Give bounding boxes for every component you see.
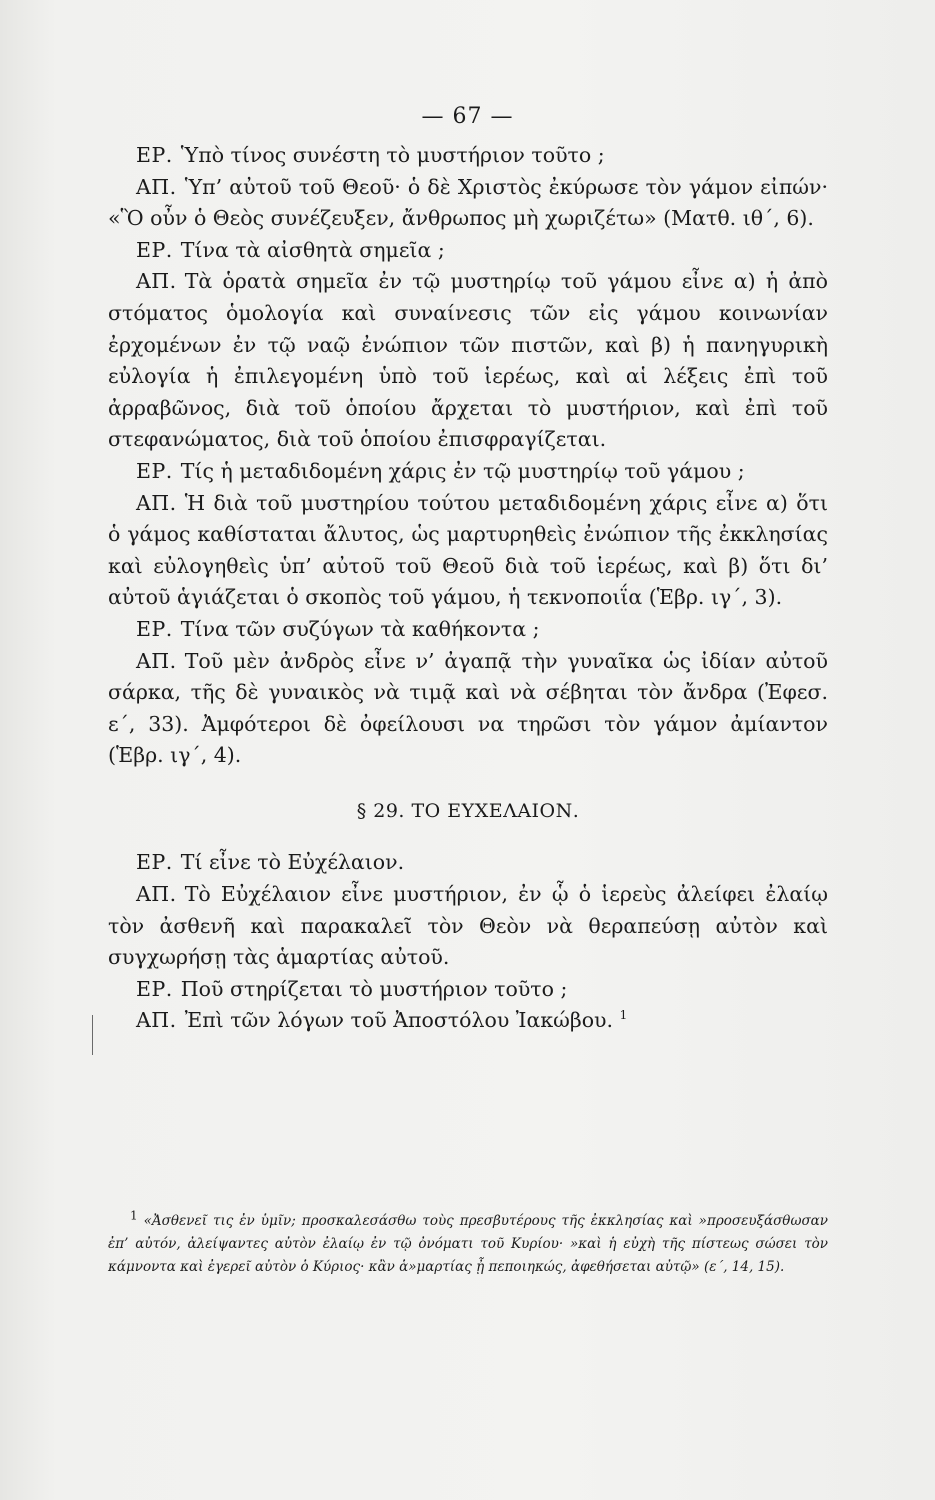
- paragraph-question: [108, 456, 828, 488]
- footnote-text: «Ἀσθενεῖ τις ἐν ὑμῖν; προσκαλεσάσθω τοὺς πρεσβυτέρους τῆς ἐκκλησίας καὶ »προσευξάσθωσαν ἐπ’ αὐτόν, ἀλείψαντες αὐτὸν ἐλαίῳ ἐν τῷ ὀνόματι τοῦ Κυρίου· »καὶ ἡ εὐχὴ τῆς πίστεως σώσει τὸν κάμνοντα καὶ ἐγερεῖ αὐτὸν ὁ Κύριος· κἂν ἁ»μαρτίας ᾖ πεποιηκώς, ἀφεθήσεται αὐτῷ» (ε΄, 14, 15).: [108, 1213, 828, 1275]
- paragraph-question: [108, 235, 828, 267]
- paragraph-text: Τίνα τὰ αἰσθητὰ σημεῖα ;: [180, 237, 445, 262]
- paragraph-answer: [108, 488, 828, 614]
- paragraph-question: [108, 614, 828, 646]
- speaker-label: ΕΡ.: [136, 850, 173, 875]
- paragraph-text: Ποῦ στηρίζεται τὸ μυστήριον τοῦτο ;: [180, 976, 568, 1001]
- paragraph-text: Τί εἶνε τὸ Εὐχέλαιον.: [180, 850, 405, 875]
- paragraph-text: Τίνα τῶν συζύγων τὰ καθήκοντα ;: [180, 616, 540, 641]
- paragraph-text: Ἐπὶ τῶν λόγων τοῦ Ἀποστόλου Ἰακώβου.: [184, 1008, 614, 1033]
- paragraph-answer: [108, 172, 828, 235]
- page-number: — 67 —: [421, 104, 514, 129]
- speaker-label: ΑΠ.: [136, 174, 177, 199]
- section-heading: § 29. ΤΟ ΕΥΧΕΛΑΙΟΝ.: [356, 799, 580, 822]
- paragraph-answer: [108, 266, 828, 456]
- speaker-label: ΑΠ.: [136, 882, 177, 907]
- footnotes: [108, 1210, 828, 1279]
- margin-mark: [92, 1015, 93, 1055]
- speaker-label: ΕΡ.: [136, 237, 173, 262]
- paragraph-question: [108, 140, 828, 172]
- paragraph-answer: [108, 879, 828, 974]
- paragraph-answer: [108, 1005, 828, 1037]
- speaker-label: ΕΡ.: [136, 976, 173, 1001]
- paragraph-text: Τὸ Εὐχέλαιον εἶνε μυστήριον, ἐν ᾧ ὁ ἱερεὺς ἀλείφει ἐλαίῳ τὸν ἀσθενῆ καὶ παρακαλεῖ τὸν Θεὸν νὰ θεραπεύσῃ αὐτὸν καὶ συγχωρήσῃ τὰς ἁμαρτίας αὐτοῦ.: [108, 882, 828, 970]
- speaker-label: ΕΡ.: [136, 458, 173, 483]
- paragraph-text: Τοῦ μὲν ἀνδρὸς εἶνε ν’ ἀγαπᾷ τὴν γυναῖκα ὡς ἰδίαν αὐτοῦ σάρκα, τῆς δὲ γυναικὸς νὰ τιμᾷ καὶ νὰ σέβηται τὸν ἄνδρα (Ἐφεσ. ε΄, 33). Ἀμφότεροι δὲ ὀφείλουσι να τηρῶσι τὸν γάμον ἀμίαντον (Ἑβρ. ιγ΄, 4).: [108, 648, 828, 768]
- speaker-label: ΑΠ.: [136, 490, 177, 515]
- speaker-label: ΕΡ.: [136, 616, 173, 641]
- footnote-reference[interactable]: 1: [619, 1008, 628, 1023]
- speaker-label: ΑΠ.: [136, 269, 177, 294]
- paragraph-text: Ὑπὸ τίνος συνέστη τὸ μυστήριον τοῦτο ;: [180, 143, 605, 167]
- paragraph-question: [108, 974, 828, 1006]
- paragraph-text: Τίς ἡ μεταδιδομένη χάρις ἐν τῷ μυστηρίῳ τοῦ γάμου ;: [180, 458, 745, 483]
- footnote: [108, 1210, 828, 1279]
- paragraph-text: Ὑπ’ αὐτοῦ τοῦ Θεοῦ· ὁ δὲ Χριστὸς ἐκύρωσε τὸν γάμον εἰπών· «Ὃ οὖν ὁ Θεὸς συνέζευξεν, ἄνθρωπος μὴ χωριζέτω» (Ματθ. ιθ΄, 6).: [108, 174, 828, 231]
- speaker-label: ΕΡ.: [136, 143, 173, 167]
- footnote-marker: 1: [130, 1208, 138, 1223]
- paragraph-text: Ἡ διὰ τοῦ μυστηρίου τούτου μεταδιδομένη χάρις εἶνε α) ὅτι ὁ γάμος καθίσταται ἄλυτος, ὡς μαρτυρηθεὶς ἐνώπιον τῆς ἐκκλησίας καὶ εὐλογηθεὶς ὑπ’ αὐτοῦ τοῦ Θεοῦ διὰ τοῦ ἱερέως, καὶ β) ὅτι δι’ αὐτοῦ ἁγιάζεται ὁ σκοπὸς τοῦ γάμου, ἡ τεκνοποιΐα (Ἑβρ. ιγ΄, 3).: [108, 490, 828, 610]
- paragraph-answer: [108, 646, 828, 772]
- speaker-label: ΑΠ.: [136, 648, 177, 673]
- speaker-label: ΑΠ.: [136, 1008, 177, 1033]
- body-text: [108, 140, 828, 1037]
- paragraph-question: [108, 847, 828, 879]
- paragraph-text: Τὰ ὁρατὰ σημεῖα ἐν τῷ μυστηρίῳ τοῦ γάμου εἶνε α) ἡ ἀπὸ στόματος ὁμολογία καὶ συναίνεσις τῶν εἰς γάμου κοινωνίαν ἐρχομένων ἐν τῷ ναῷ ἐνώπιον τῶν πιστῶν, καὶ β) ἡ πανηγυρικὴ εὐλογία ἡ ἐπιλεγομένη ὑπὸ τοῦ ἱερέως, καὶ αἱ λέξεις ἐπὶ τοῦ ἀρραβῶνος, διὰ τοῦ ὁποίου ἄρχεται τὸ μυστήριον, καὶ ἐπὶ τοῦ στεφανώματος, διὰ τοῦ ὁποίου ἐπισφραγίζεται.: [108, 269, 828, 452]
